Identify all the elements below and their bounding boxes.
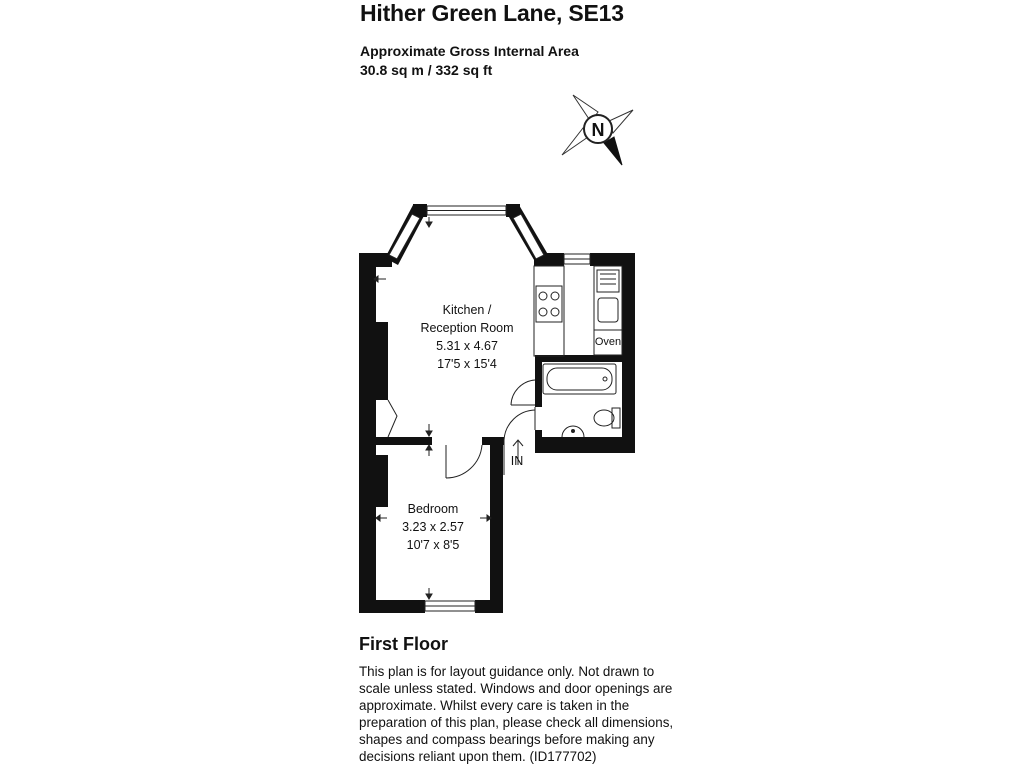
bedroom-name: Bedroom bbox=[407, 502, 459, 516]
bathtub-basin bbox=[547, 368, 612, 390]
wall-bedroom-right bbox=[490, 437, 503, 613]
area-label: Approximate Gross Internal Area bbox=[360, 43, 579, 59]
oven-label: Oven bbox=[594, 336, 622, 348]
chimney-breast-lower bbox=[374, 455, 388, 507]
entrance-label: IN bbox=[510, 454, 524, 468]
chimney-breast-upper bbox=[374, 322, 388, 400]
wall-bathroom-left bbox=[535, 355, 542, 407]
bedroom-metric: 3.23 x 2.57 bbox=[402, 520, 464, 534]
kitchen-worktop bbox=[534, 266, 564, 356]
kitchen-name-line1: Kitchen / bbox=[442, 303, 492, 317]
wall-left bbox=[359, 253, 376, 613]
hob-ring bbox=[551, 308, 559, 316]
wall-bathroom-stub bbox=[535, 430, 542, 453]
kitchen-sink bbox=[598, 298, 618, 322]
door-bathroom bbox=[511, 380, 535, 405]
hob bbox=[536, 286, 562, 322]
wall-bedroom-top-left bbox=[374, 437, 432, 445]
bath-plug bbox=[603, 377, 607, 381]
toilet-bowl bbox=[594, 410, 614, 426]
area-value: 30.8 sq m / 332 sq ft bbox=[360, 62, 493, 78]
window-bay-right bbox=[513, 214, 544, 259]
door-cupboard bbox=[388, 400, 397, 437]
wall-bottom-right bbox=[475, 600, 503, 613]
walls bbox=[359, 204, 635, 613]
hob-ring bbox=[539, 308, 547, 316]
kitchen-imperial: 17'5 x 15'4 bbox=[437, 357, 497, 371]
hob-ring bbox=[551, 292, 559, 300]
drainer bbox=[597, 270, 619, 292]
floor-label: First Floor bbox=[359, 634, 448, 654]
wall-bottom-left bbox=[359, 600, 425, 613]
compass-label: N bbox=[591, 120, 605, 140]
hob-ring bbox=[539, 292, 547, 300]
toilet-cistern bbox=[612, 408, 620, 428]
bathroom-fittings bbox=[543, 364, 620, 437]
compass bbox=[562, 95, 633, 165]
kitchen-reception-label bbox=[420, 303, 513, 371]
bedroom-label bbox=[402, 502, 464, 552]
bedroom-imperial: 10'7 x 8'5 bbox=[406, 538, 460, 552]
kitchen-name-line2: Reception Room bbox=[420, 321, 514, 335]
wall-right bbox=[622, 253, 635, 453]
page-title: Hither Green Lane, SE13 bbox=[360, 0, 624, 26]
kitchen-metric: 5.31 x 4.67 bbox=[436, 339, 498, 353]
disclaimer: This plan is for layout guidance only. Not drawn to scale unless stated. Windows and door openings are approximate. Whilst every care is taken in the preparation of this plan, please check all dimensions, shapes and compass bearings before making any decisions reliant upon them. (ID177702) bbox=[359, 664, 674, 764]
wall-bathroom-bottom bbox=[535, 437, 635, 453]
